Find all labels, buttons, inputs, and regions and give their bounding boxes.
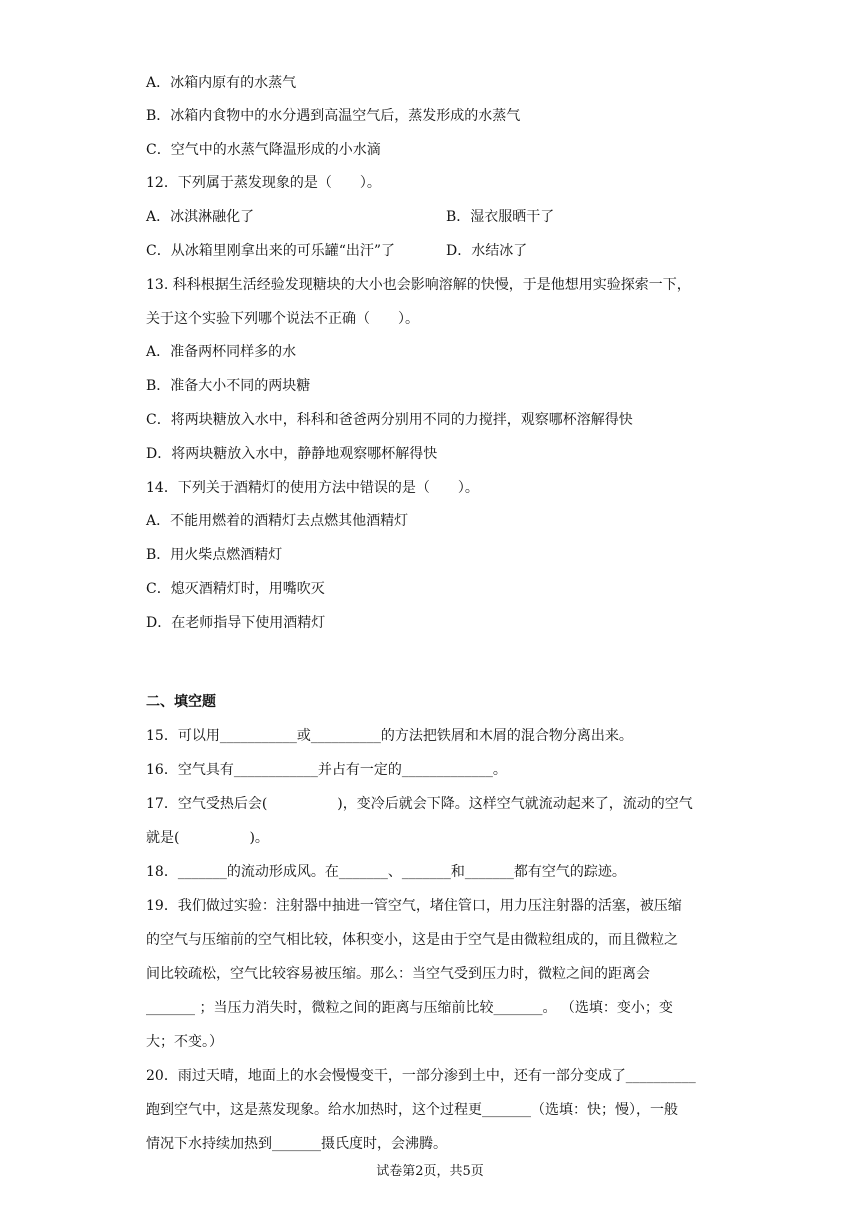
q13-option-b: B．准备大小不同的两块糖 <box>146 378 311 394</box>
q16: 16．空气具有____________并占有一定的_____________。 <box>146 762 507 778</box>
q14-option-c: C．熄灭酒精灯时，用嘴吹灭 <box>146 581 325 597</box>
q13-stem-line1: 13. 科科根据生活经验发现糖块的大小也会影响溶解的快慢，于是他想用实验探索一下， <box>146 277 691 293</box>
q14-option-a: A．不能用燃着的酒精灯去点燃其他酒精灯 <box>146 513 409 529</box>
section-title-fill-blank: 二、填空题 <box>146 694 216 710</box>
q15: 15．可以用___________或__________的方法把铁屑和木屑的混合物分离出来。 <box>146 728 633 744</box>
q12-option-c: C．从冰箱里刚拿出来的可乐罐“出汗”了 <box>146 243 396 259</box>
q13-stem-line2: 关于这个实验下列哪个说法不正确（ ）。 <box>146 311 419 327</box>
q19-line4: _______ ；当压力消失时，微粒之间的距离与压缩前比较_______。 （选填：变小；变 <box>146 1000 673 1016</box>
q14-option-b: B．用火柴点燃酒精灯 <box>146 547 283 563</box>
q18: 18．_______的流动形成风。在_______、_______和_______都有空气的踪迹。 <box>146 864 626 880</box>
q19-line1: 19．我们做过实验：注射器中抽进一管空气，堵住管口，用力压注射器的活塞，被压缩 <box>146 898 682 914</box>
q19-line2: 的空气与压缩前的空气相比较，体积变小，这是由于空气是由微粒组成的，而且微粒之 <box>146 932 678 948</box>
q20-line3: 情况下水持续加热到_______摄氏度时，会沸腾。 <box>146 1136 447 1152</box>
q20-line1: 20．雨过天晴，地面上的水会慢慢变干，一部分渗到土中，还有一部分变成了__________ <box>146 1068 696 1084</box>
q19-line3: 间比较疏松，空气比较容易被压缩。那么：当空气受到压力时，微粒之间的距离会 <box>146 966 650 982</box>
q17-line1: 17．空气受热后会( )，变冷后就会下降。这样空气就流动起来了，流动的空气 <box>146 796 693 812</box>
q13-option-c: C．将两块糖放入水中，科科和爸爸两分别用不同的力搅拌，观察哪杯溶解得快 <box>146 412 633 428</box>
q19-line5: 大；不变。） <box>146 1034 223 1050</box>
q12-option-b: B．湿衣服晒干了 <box>446 209 555 225</box>
q12-option-a: A．冰淇淋融化了 <box>146 209 255 225</box>
q11-option-c: C．空气中的水蒸气降温形成的小水滴 <box>146 142 381 158</box>
q17-line2: 就是( )。 <box>146 830 269 846</box>
q14-option-d: D．在老师指导下使用酒精灯 <box>146 615 326 631</box>
q14-stem: 14．下列关于酒精灯的使用方法中错误的是（ ）。 <box>146 480 479 496</box>
q20-line2: 跑到空气中，这是蒸发现象。给水加热时，这个过程更_______（选填：快；慢），一般 <box>146 1102 678 1118</box>
q11-option-a: A．冰箱内原有的水蒸气 <box>146 75 297 91</box>
q12-option-d: D．水结冰了 <box>446 243 528 259</box>
q11-option-b: B．冰箱内食物中的水分遇到高温空气后，蒸发形成的水蒸气 <box>146 108 521 124</box>
q13-option-a: A．准备两杯同样多的水 <box>146 344 297 360</box>
page-footer: 试卷第2页，共5页 <box>376 1164 484 1179</box>
q13-option-d: D．将两块糖放入水中，静静地观察哪杯解得快 <box>146 446 438 462</box>
q12-stem: 12．下列属于蒸发现象的是（ ）。 <box>146 175 381 191</box>
